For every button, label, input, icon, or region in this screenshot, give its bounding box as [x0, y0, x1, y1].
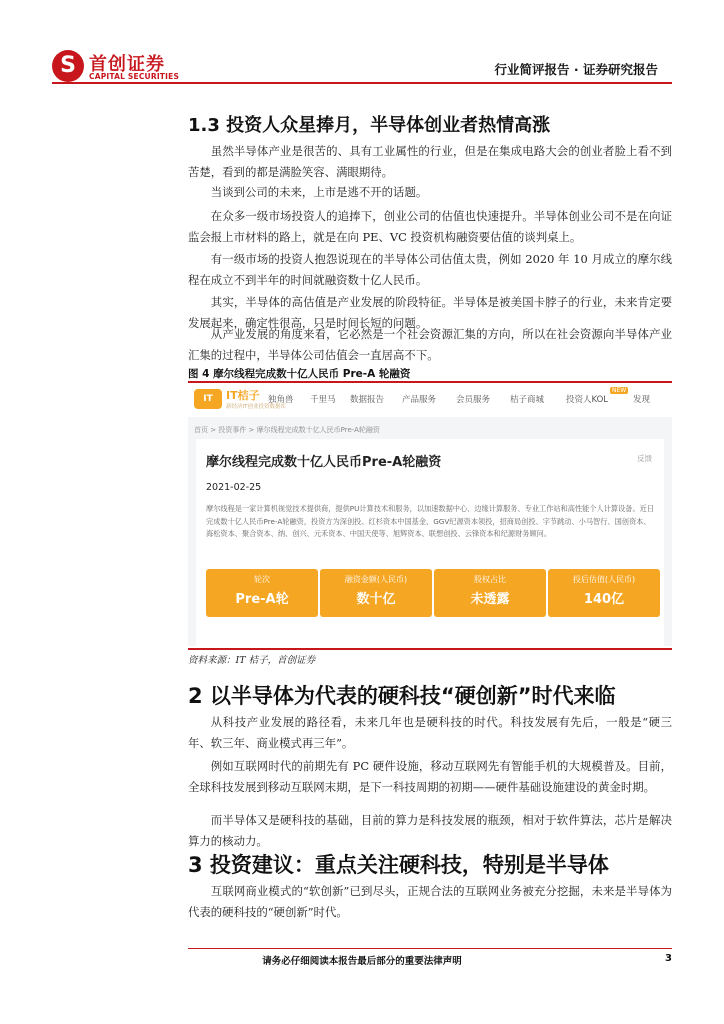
breadcrumb: 首页 > 投资事件 > 摩尔线程完成数十亿人民币Pre-A轮融资	[194, 426, 380, 434]
stat-label: 投后估值(人民币)	[572, 575, 636, 584]
brand-logo-icon: S	[52, 50, 84, 82]
brand-name-en: CAPITAL SECURITIES	[89, 72, 180, 81]
page-header	[0, 0, 724, 84]
stat-round	[206, 569, 318, 617]
event-card	[196, 439, 664, 646]
nav-item: 产品服务	[402, 395, 437, 405]
it-juzi-logo-icon: IT	[194, 389, 222, 409]
paragraph: 从科技产业发展的路径看，未来几年也是硬科技的时代。科技发展有先后，一般是“硬三年、软三年、商业模式再三年”。	[188, 715, 672, 750]
nav-item: 桔子商城	[510, 395, 545, 405]
stat-equity	[434, 569, 546, 617]
stat-value: 数十亿	[356, 592, 396, 607]
brand-name-cn: 首创证券	[89, 54, 165, 75]
stat-amount	[320, 569, 432, 617]
site-tagline: 新经济IT创业投资数据库	[226, 404, 286, 410]
report-type: 行业简评报告 · 证券研究报告	[494, 62, 658, 77]
paragraph: 互联网商业模式的“软创新”已到尽头，正规合法的互联网业务被充分挖掘，未来是半导体为代表的硬科技的“硬创新”时代。	[188, 884, 672, 919]
figure-screenshot	[188, 383, 672, 646]
header-divider	[52, 82, 672, 84]
footer-disclaimer: 请务必仔细阅读本报告最后部分的重要法律声明	[262, 956, 462, 967]
stat-value: 140亿	[583, 592, 625, 607]
page-number: 3	[665, 953, 672, 964]
nav-item: 发现	[633, 395, 651, 405]
site-nav	[188, 383, 672, 417]
event-title: 摩尔线程完成数十亿人民币Pre-A轮融资	[206, 455, 442, 470]
paragraph: 而半导体又是硬科技的基础，目前的算力是科技发展的瓶颈，相对于软件算法，芯片是解决算力的核动力。	[188, 813, 672, 848]
figure-bottom-rule	[188, 648, 672, 650]
event-date: 2021-02-25	[206, 482, 262, 493]
event-description: 摩尔线程是一家计算机视觉技术提供商，提供PU计算技术和服务，以加速数据中心、边缘计算服务、专业工作站和高性能个人计算设备。近日完成数十亿人民币Pre-A轮融资，投资方为深创投、红杉资本中国基金、GGV纪源资本领投，招商局创投、字节跳动、小马智行、国创资本、海松资本、聚合资本、纳、创兴、元禾资本、中国天使等、旭辉资本、联想创投、云锋资本和纪源财务顾问。	[206, 504, 655, 538]
footer-divider	[188, 948, 672, 949]
stat-label: 轮次	[254, 575, 270, 584]
nav-item: 投资人KOL	[566, 395, 609, 405]
paragraph: 有一级市场的投资人抱怨说现在的半导体公司估值太贵，例如 2020 年 10 月成立的摩尔线程在成立不到半年的时间就融资数十亿人民币。	[188, 252, 672, 287]
feedback-link: 反馈	[637, 454, 652, 463]
brand-logo	[52, 50, 182, 86]
paragraph: 其实，半导体的高估值是产业发展的阶段特征。半导体是被美国卡脖子的行业，未来肯定要发展起来，确定性很高，只是时间长短的问题。	[188, 295, 672, 330]
section-heading-1-3: 1.3 投资人众星捧月，半导体创业者热情高涨	[188, 115, 551, 136]
stat-value: Pre-A轮	[235, 592, 289, 607]
section-heading-2: 2 以半导体为代表的硬科技“硬创新”时代来临	[188, 684, 616, 708]
nav-item: 千里马	[310, 395, 336, 405]
new-badge: NEW	[612, 387, 627, 394]
nav-item: 独角兽	[268, 395, 294, 405]
stat-label: 融资金额(人民币)	[344, 575, 408, 584]
nav-item: 数据报告	[350, 395, 385, 405]
paragraph: 在众多一级市场投资人的追捧下，创业公司的估值也快速提升。半导体创业公司不是在向证监会报上市材料的路上，就是在向 PE、VC 投资机构融资要估值的谈判桌上。	[188, 209, 672, 244]
stat-valuation	[548, 569, 660, 617]
paragraph: 虽然半导体产业是很苦的、具有工业属性的行业，但是在集成电路大会的创业者脸上看不到苦楚，看到的都是满脸笑容、满眼期待。	[188, 144, 672, 179]
paragraph: 例如互联网时代的前期先有 PC 硬件设施，移动互联网先有智能手机的大规模普及。目前，全球科技发展到移动互联网末期，是下一科技周期的初期——硬件基础设施建设的黄金时期。	[188, 759, 672, 794]
nav-item: 会员服务	[456, 395, 491, 405]
stat-value: 未透露	[470, 592, 510, 607]
paragraph: 当谈到公司的未来，上市是逃不开的话题。	[210, 185, 428, 199]
figure-caption: 图 4 摩尔线程完成数十亿人民币 Pre-A 轮融资	[188, 368, 411, 380]
site-name: IT桔子	[226, 389, 260, 402]
figure-source: 资料来源：IT 桔子，首创证券	[188, 655, 316, 666]
section-heading-3: 3 投资建议：重点关注硬科技，特别是半导体	[188, 853, 609, 877]
paragraph: 从产业发展的角度来看，它必然是一个社会资源汇集的方向，所以在社会资源向半导体产业汇集的过程中，半导体公司估值会一直居高不下。	[188, 327, 672, 362]
stat-label: 股权占比	[474, 575, 506, 584]
